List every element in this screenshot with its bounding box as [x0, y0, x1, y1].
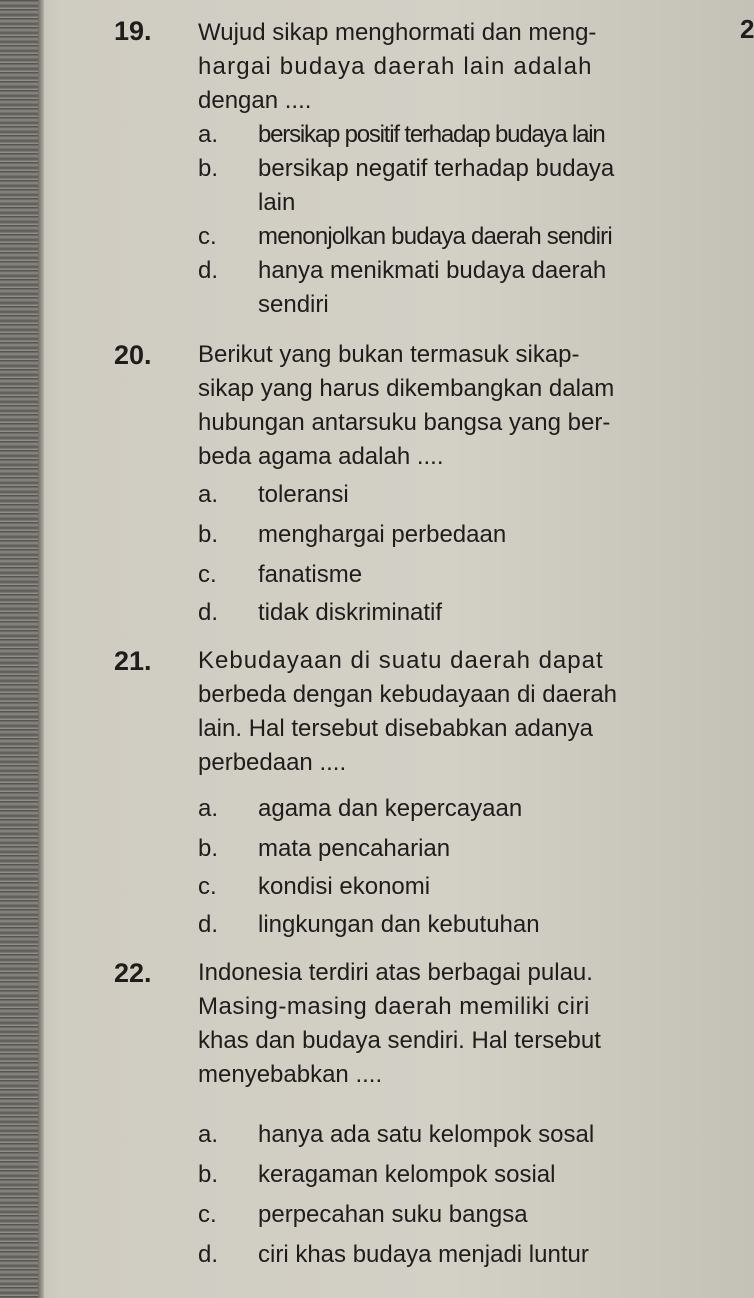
option-text: lingkungan dan kebutuhan	[258, 911, 540, 938]
answer-option	[198, 478, 349, 512]
question-stem	[198, 956, 743, 1092]
answer-option	[198, 908, 540, 942]
answer-option	[198, 558, 362, 592]
question-stem	[198, 16, 743, 118]
answer-option	[198, 152, 614, 186]
option-text: bersikap positif terhadap budaya lain	[258, 121, 605, 148]
option-text: menonjolkan budaya daerah sendiri	[258, 223, 612, 250]
answer-option	[198, 832, 450, 866]
stem-line: Masing-masing daerah memiliki ciri	[198, 993, 590, 1020]
option-letter: a.	[198, 121, 219, 148]
stem-line: hubungan antarsuku bangsa yang ber-	[198, 409, 611, 436]
stem-line: Berikut yang bukan termasuk sikap-	[198, 341, 580, 368]
option-text: ciri khas budaya menjadi luntur	[258, 1241, 589, 1268]
option-letter: c.	[198, 873, 217, 900]
option-letter: a.	[198, 1121, 219, 1148]
option-letter: c.	[198, 561, 217, 588]
question-stem	[198, 644, 743, 780]
option-letter: a.	[198, 481, 219, 508]
option-text-continued: sendiri	[258, 291, 329, 318]
answer-option	[198, 518, 506, 552]
option-letter: b.	[198, 521, 219, 548]
answer-option	[198, 254, 606, 288]
option-letter: d.	[198, 257, 219, 284]
stem-line: dengan ....	[198, 87, 312, 114]
answer-option	[198, 596, 442, 630]
answer-option	[198, 220, 612, 254]
option-letter: d.	[198, 1241, 219, 1268]
answer-option	[198, 118, 605, 152]
stem-line: Wujud sikap menghormati dan meng-	[198, 19, 597, 46]
answer-option	[198, 1158, 555, 1192]
option-letter: d.	[198, 911, 219, 938]
question-number: 22.	[114, 958, 152, 988]
option-text: bersikap negatif terhadap budaya	[258, 155, 615, 182]
answer-option	[198, 1118, 594, 1152]
answer-option	[198, 870, 430, 904]
stem-line: khas dan budaya sendiri. Hal tersebut	[198, 1027, 601, 1054]
cropped-page-number: 2	[740, 14, 754, 44]
option-letter: b.	[198, 835, 219, 862]
stem-line: beda agama adalah ....	[198, 443, 444, 470]
option-text: agama dan kepercayaan	[258, 795, 523, 822]
stem-line: sikap yang harus dikembangkan dalam	[198, 375, 615, 402]
stem-line: Indonesia terdiri atas berbagai pulau.	[198, 959, 593, 986]
option-text: kondisi ekonomi	[258, 873, 431, 900]
option-text: fanatisme	[258, 561, 363, 588]
question-number: 21.	[114, 646, 152, 676]
stem-line: Kebudayaan di suatu daerah dapat	[198, 647, 604, 674]
option-letter: d.	[198, 599, 219, 626]
answer-option	[198, 792, 522, 826]
question-number: 19.	[114, 16, 152, 46]
option-text: hanya menikmati budaya daerah	[258, 257, 607, 284]
option-letter: c.	[198, 223, 217, 250]
question-number: 20.	[114, 340, 152, 370]
option-text: tidak diskriminatif	[258, 599, 443, 626]
question-stem	[198, 338, 743, 474]
option-letter: a.	[198, 795, 219, 822]
page-gutter	[38, 0, 44, 1298]
stem-line: menyebabkan ....	[198, 1061, 383, 1088]
option-letter: c.	[198, 1201, 217, 1228]
option-text: hanya ada satu kelompok sosal	[258, 1121, 595, 1148]
option-text: keragaman kelompok sosial	[258, 1161, 556, 1188]
stem-line: hargai budaya daerah lain adalah	[198, 53, 593, 80]
option-text: toleransi	[258, 481, 349, 508]
stem-line: berbeda dengan kebudayaan di daerah	[198, 681, 618, 708]
option-letter: b.	[198, 1161, 219, 1188]
option-text: mata pencaharian	[258, 835, 451, 862]
answer-option	[198, 1238, 589, 1272]
stem-line: perbedaan ....	[198, 749, 347, 776]
stem-line: lain. Hal tersebut disebabkan adanya	[198, 715, 593, 742]
answer-option	[198, 1198, 528, 1232]
option-text: menghargai perbedaan	[258, 521, 507, 548]
book-binding	[0, 0, 38, 1298]
option-letter: b.	[198, 155, 219, 182]
option-text-continued: lain	[258, 189, 296, 216]
option-text: perpecahan suku bangsa	[258, 1201, 528, 1228]
